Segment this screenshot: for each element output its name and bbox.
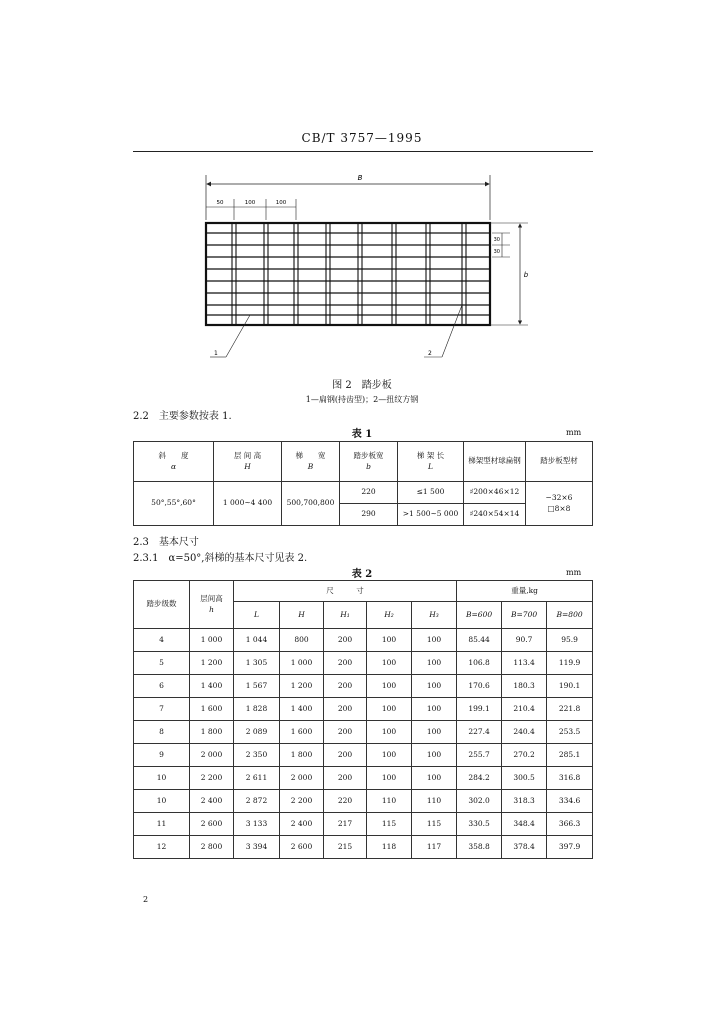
t2-cell: 366.3 <box>547 813 593 836</box>
t2-cell: 200 <box>324 675 367 698</box>
dimension-label-50: 50 <box>216 200 224 206</box>
t2-cell: 348.4 <box>502 813 547 836</box>
t2-cell: 1 567 <box>234 675 280 698</box>
t1-header-tread-material: 踏步板型材 <box>526 442 593 482</box>
t2-cell: 2 000 <box>280 767 324 790</box>
table-2-row <box>134 652 593 675</box>
dimension-label-30a: 30 <box>493 237 500 243</box>
t2-cell: 1 200 <box>280 675 324 698</box>
t2-cell: 253.5 <box>547 721 593 744</box>
t2-cell: 4 <box>134 629 190 652</box>
table-2 <box>133 580 593 859</box>
table-1-row <box>134 482 593 504</box>
t2-cell: 1 000 <box>190 629 234 652</box>
t2-cell: 180.3 <box>502 675 547 698</box>
t2-cell: 2 350 <box>234 744 280 767</box>
t2-cell: 100 <box>412 698 457 721</box>
dimension-label-100a: 100 <box>244 200 256 206</box>
t2-header-steps: 踏步级数 <box>134 581 190 629</box>
t2-header-H3: H₃ <box>412 602 457 629</box>
t1-cell-frame-length: ≤1 500 <box>398 482 464 504</box>
t2-cell: 2 600 <box>280 836 324 859</box>
t2-cell: 117 <box>412 836 457 859</box>
t2-header-B800: B=800 <box>547 602 593 629</box>
t1-cell-width: 500,700,800 <box>282 482 340 526</box>
t2-cell: 2 872 <box>234 790 280 813</box>
t2-cell: 5 <box>134 652 190 675</box>
t2-cell: 119.9 <box>547 652 593 675</box>
t2-cell: 200 <box>324 629 367 652</box>
t2-cell: 100 <box>367 744 412 767</box>
dimension-label-B: B <box>357 174 363 182</box>
t2-cell: 2 200 <box>190 767 234 790</box>
callout-label-2: 2 <box>428 350 432 357</box>
t2-cell: 10 <box>134 767 190 790</box>
dimension-label-100b: 100 <box>275 200 287 206</box>
t2-cell: 12 <box>134 836 190 859</box>
t2-cell: 1 305 <box>234 652 280 675</box>
t2-header-H1: H₁ <box>324 602 367 629</box>
section-2-3-1-heading: 2.3.1 α=50°,斜梯的基本尺寸见表 2. <box>133 553 308 564</box>
t2-cell: 190.1 <box>547 675 593 698</box>
t2-cell: 221.8 <box>547 698 593 721</box>
table-2-row <box>134 698 593 721</box>
t1-header-frame-material: 梯架型材球扁钢 <box>464 442 526 482</box>
grating-frame <box>206 223 490 325</box>
t2-cell: 1 600 <box>190 698 234 721</box>
dimension-label-30b: 30 <box>493 249 500 255</box>
t1-cell-floor-height: 1 000~4 400 <box>214 482 282 526</box>
table-2-row <box>134 675 593 698</box>
t2-cell: 95.9 <box>547 629 593 652</box>
t2-cell: 2 800 <box>190 836 234 859</box>
t2-cell: 110 <box>367 790 412 813</box>
t1-cell-tread-width: 220 <box>340 482 398 504</box>
t2-header-H: H <box>280 602 324 629</box>
document-code: CB/T 3757—1995 <box>301 131 423 145</box>
t2-cell: 90.7 <box>502 629 547 652</box>
t2-header-L: L <box>234 602 280 629</box>
t2-cell: 100 <box>412 675 457 698</box>
table-2-row <box>134 744 593 767</box>
t2-cell: 170.6 <box>457 675 502 698</box>
t2-cell: 2 611 <box>234 767 280 790</box>
t2-cell: 100 <box>412 721 457 744</box>
t1-header-floor-height: 层 间 高 H <box>214 442 282 482</box>
t2-cell: 100 <box>412 629 457 652</box>
t2-cell: 199.1 <box>457 698 502 721</box>
t1-cell-frame-material: ♯200×46×12 <box>464 482 526 504</box>
t2-cell: 100 <box>367 675 412 698</box>
section-2-2-heading: 2.2 主要参数按表 1. <box>133 411 232 422</box>
t2-cell: 100 <box>367 721 412 744</box>
t2-cell: 113.4 <box>502 652 547 675</box>
t2-cell: 800 <box>280 629 324 652</box>
callout-leader-1 <box>226 315 250 357</box>
table-2-row <box>134 629 593 652</box>
t2-cell: 100 <box>367 629 412 652</box>
t2-cell: 200 <box>324 744 367 767</box>
t2-cell: 397.9 <box>547 836 593 859</box>
t1-cell-slope: 50°,55°,60° <box>134 482 214 526</box>
t2-cell: 10 <box>134 790 190 813</box>
t2-cell: 200 <box>324 721 367 744</box>
t2-cell: 100 <box>412 652 457 675</box>
t2-cell: 1 828 <box>234 698 280 721</box>
callout-leader-2 <box>442 305 462 357</box>
t2-cell: 118 <box>367 836 412 859</box>
t2-cell: 210.4 <box>502 698 547 721</box>
t2-cell: 100 <box>367 652 412 675</box>
t2-cell: 200 <box>324 652 367 675</box>
t2-header-B700: B=700 <box>502 602 547 629</box>
t1-header-tread-width: 踏步板宽 b <box>340 442 398 482</box>
t2-cell: 6 <box>134 675 190 698</box>
page-number: 2 <box>143 895 149 904</box>
t1-header-width: 梯 宽 B <box>282 442 340 482</box>
callout-label-1: 1 <box>214 350 218 357</box>
figure-title: 图 2 踏步板 <box>332 380 392 391</box>
t2-cell: 7 <box>134 698 190 721</box>
t2-cell: 2 400 <box>190 790 234 813</box>
t2-cell: 1 800 <box>280 744 324 767</box>
t2-cell: 1 600 <box>280 721 324 744</box>
t2-header-weight: 重量,kg <box>457 581 593 602</box>
t2-cell: 318.3 <box>502 790 547 813</box>
t1-cell-frame-material: ♯240×54×14 <box>464 504 526 526</box>
t2-cell: 200 <box>324 767 367 790</box>
t2-header-H2: H₂ <box>367 602 412 629</box>
table-1 <box>133 441 593 526</box>
t2-cell: 11 <box>134 813 190 836</box>
t2-cell: 284.2 <box>457 767 502 790</box>
table-2-row <box>134 767 593 790</box>
table-2-row <box>134 721 593 744</box>
t2-cell: 2 600 <box>190 813 234 836</box>
t2-cell: 334.6 <box>547 790 593 813</box>
t2-cell: 1 400 <box>190 675 234 698</box>
t1-cell-frame-length: >1 500~5 000 <box>398 504 464 526</box>
t2-cell: 1 000 <box>280 652 324 675</box>
t2-cell: 316.8 <box>547 767 593 790</box>
t2-cell: 110 <box>412 790 457 813</box>
t2-cell: 2 000 <box>190 744 234 767</box>
t2-cell: 100 <box>367 767 412 790</box>
t1-cell-tread-material: −32×6 □8×8 <box>526 482 593 526</box>
dimension-label-b: b <box>523 271 529 279</box>
t2-cell: 1 400 <box>280 698 324 721</box>
table-2-row <box>134 790 593 813</box>
t2-cell: 9 <box>134 744 190 767</box>
section-2-3-heading: 2.3 基本尺寸 <box>133 537 199 548</box>
t2-cell: 100 <box>367 698 412 721</box>
t2-cell: 85.44 <box>457 629 502 652</box>
t2-cell: 240.4 <box>502 721 547 744</box>
t2-cell: 1 200 <box>190 652 234 675</box>
table-2-unit: mm <box>566 568 582 577</box>
figure-legend: 1—扁钢(持齿型)；2—扭纹方钢 <box>305 395 419 404</box>
t2-cell: 217 <box>324 813 367 836</box>
t2-cell: 106.8 <box>457 652 502 675</box>
table-1-unit: mm <box>566 428 582 437</box>
t2-cell: 100 <box>412 744 457 767</box>
t2-cell: 2 400 <box>280 813 324 836</box>
t2-cell: 115 <box>367 813 412 836</box>
t1-header-slope: 斜 度 α <box>134 442 214 482</box>
t2-header-floor-height: 层间高 h <box>190 581 234 629</box>
t2-cell: 378.4 <box>502 836 547 859</box>
t2-cell: 358.8 <box>457 836 502 859</box>
t2-cell: 115 <box>412 813 457 836</box>
t2-cell: 270.2 <box>502 744 547 767</box>
t2-cell: 3 394 <box>234 836 280 859</box>
t2-cell: 300.5 <box>502 767 547 790</box>
table-1-caption: 表 1 <box>351 429 373 440</box>
t2-cell: 100 <box>412 767 457 790</box>
table-2-row <box>134 836 593 859</box>
t2-cell: 2 200 <box>280 790 324 813</box>
t1-cell-tread-width: 290 <box>340 504 398 526</box>
t2-cell: 3 133 <box>234 813 280 836</box>
t2-header-dimensions: 尺 寸 <box>234 581 457 602</box>
t2-cell: 285.1 <box>547 744 593 767</box>
table-2-caption: 表 2 <box>351 569 373 580</box>
table-2-row <box>134 813 593 836</box>
t2-cell: 227.4 <box>457 721 502 744</box>
t2-cell: 302.0 <box>457 790 502 813</box>
t2-cell: 255.7 <box>457 744 502 767</box>
t2-cell: 215 <box>324 836 367 859</box>
t2-cell: 1 044 <box>234 629 280 652</box>
header-rule <box>133 151 593 152</box>
table-2-header-row <box>134 581 593 602</box>
t2-cell: 220 <box>324 790 367 813</box>
t2-cell: 200 <box>324 698 367 721</box>
t2-header-B600: B=600 <box>457 602 502 629</box>
table-1-header-row <box>134 442 593 482</box>
t2-cell: 1 800 <box>190 721 234 744</box>
t2-cell: 2 089 <box>234 721 280 744</box>
t1-header-frame-length: 梯 架 长 L <box>398 442 464 482</box>
t2-cell: 330.5 <box>457 813 502 836</box>
t2-cell: 8 <box>134 721 190 744</box>
figure-2-drawing <box>180 165 540 375</box>
